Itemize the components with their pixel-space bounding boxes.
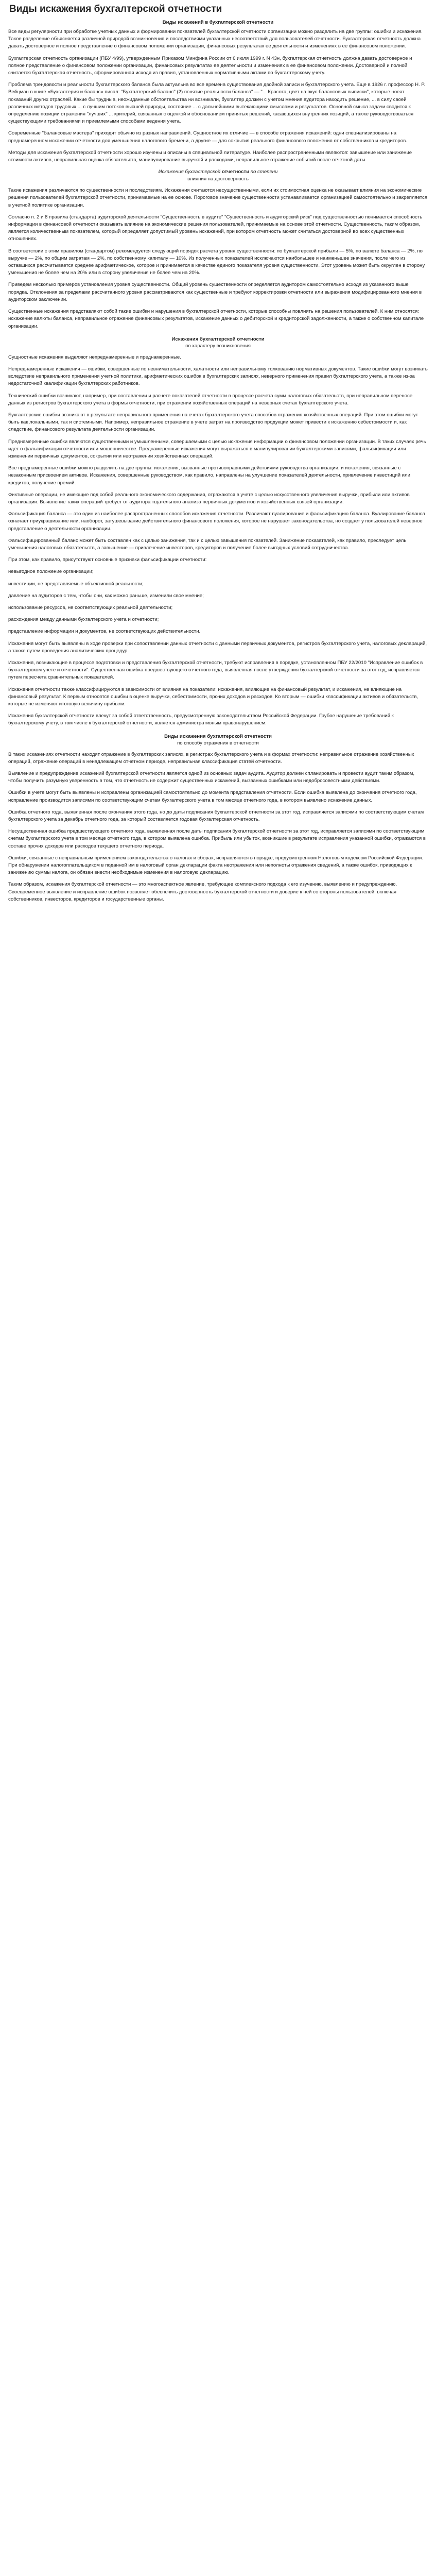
paragraph: В таких искажениях отчетности находят отражение в бухгалтерских записях, в регистрах бухгалтерского учета и в формах отчетности: неправильное отражение хозяйственных операций, отражение операций в ненадлежащем отчетном периоде, неправильная классификация статей отчетности. (8, 751, 414, 765)
list-item: давление на аудиторов с тем, чтобы они, как можно раньше, изменили свое мнение; (8, 592, 204, 599)
section-reflection (8, 751, 428, 903)
paragraph: Фальсификация баланса — это один из наиболее распространенных способов искажения отчетности. Различают вуалирование и фальсификацию баланса. Вуалирование баланса означает приукрашивание или, наоборот, затушевывание действительного финансового положения, которое не нарушает законодательства, но создает у пользователей неверное представление о деятельности организации. (8, 511, 425, 532)
section-materiality (8, 187, 428, 330)
section-origin (8, 354, 428, 727)
paragraph: Бухгалтерские ошибки возникают в результате неправильного применения на счетах бухгалтерского учета способов отражения хозяйственных операций. При этом ошибки могут быть как локальными, так и системными. Например, неправильное отражение в учете затрат на производство продукции может привести к искажению себестоимости и, как следствие, финансового результата деятельности организации. (8, 412, 418, 433)
paragraph: Существенные искажения представляют собой такие ошибки и нарушения в бухгалтерской отчетности, которые способны повлиять на решения пользователей. К ним относятся: искажение валюты баланса, неправильное отражение финансовых результатов, искажение данных о дебиторской и кредиторской задолженности, а также о собственном капитале организации. (8, 309, 424, 329)
center-heading-line1 (8, 168, 428, 176)
list-item: невыгодное положение организации; (8, 569, 94, 575)
paragraph: В соответствии с этим правилом (стандартом) рекомендуется следующий порядок расчета уровня существенности: по бухгалтерской прибыли — 5%, по валюте баланса — 2%, по выручке — 2%, по общим затратам — 2%, по собственному капиталу — 10%. Из полученных показателей исключаются наибольшее и наименьшее значения, после чего из оставшихся рассчитывается среднее арифметическое, которое и принимается в качестве единого показателя уровня существенности. Этот уровень может быть округлен в сторону уменьшения не более чем на 20% или в сторону увеличения не более чем на 20%. (8, 248, 425, 276)
center-heading (8, 168, 428, 183)
page-title: Виды искажения бухгалтерской отчетности (9, 4, 222, 14)
section-subheading-2: по способу отражения в отчетности (177, 740, 259, 746)
paragraph: При этом, как правило, присутствуют основные признаки фальсификации отчетности: (8, 557, 207, 563)
list-item: инвестиции, не представляемые объективной реальности; (8, 581, 144, 587)
section-subheading: по характеру возникновения (185, 343, 251, 349)
paragraph: Согласно п. 2 и 8 правила (стандарта) аудиторской деятельности "Существенность в аудите" "Существенность и аудиторский риск" под существенностью понимается способность информации в финансовой отчетности оказывать влияние на экономические решения пользователей, принимаемые на основе этой отчетности. Существенность, таким образом, является количественным показателем, который определяет допустимый уровень искажений, при котором отчетность может считаться достоверной во всех существенных отношениях. (8, 214, 423, 242)
article-subtitle: Виды искажений в бухгалтерской отчетности (162, 20, 274, 25)
paragraph: Методы для искажения бухгалтерской отчетности хорошо изучены и описаны в специальной литературе. Наиболее распространенными являются: завышение или занижение стоимости активов, неправильная оценка обязательств, манипулирование выручкой и расходами, неправильное отражение событий после отчетной даты. (8, 149, 412, 163)
paragraph: Ошибки, связанные с неправильным применением законодательства о налогах и сборах, исправляются в порядке, предусмотренном Налоговым кодексом Российской Федерации. При обнаружении налогоплательщиком в поданной им в налоговый орган декларации факта неотражения или неполноты отражения сведений, а также ошибок, приводящих к занижению суммы налога, он обязан внести необходимые изменения в налоговую декларацию. (8, 855, 424, 876)
paragraph: Искажения бухгалтерской отчетности влекут за собой ответственность, предусмотренную законодательством Российской Федерации. Грубое нарушение требований к бухгалтерскому учету, в том числе к бухгалтерской отчетности, является административным правонарушением. (8, 713, 394, 726)
paragraph: Непреднамеренные искажения — ошибки, совершенные по невнимательности, халатности или неправильному толкованию нормативных документов. Такие ошибки могут возникать вследствие неправильного применения учетной политики, арифметических ошибок в бухгалтерских записях, неверного применения правил бухгалтерского учета, а также из-за недостаточной квалификации бухгалтерских работников. (8, 366, 428, 387)
paragraph: Выявление и предупреждение искажений бухгалтерской отчетности является одной из основных задач аудита. Аудитор должен спланировать и провести аудит таким образом, чтобы получить разумную уверенность в том, что отчетность не содержит существенных искажений, вызванных ошибками или недобросовестными действиями. (8, 771, 414, 784)
center-heading-post: по степени (249, 169, 278, 175)
paragraph: Технический ошибки возникают, например, при составлении и расчете показателей отчетности в процессе расчета сумм налоговых обязательств, при неправильном переносе данных из регистров бухгалтерского учета в формы отчетности, при отражении хозяйственных операций на неверных счетах бухгалтерского учета. (8, 393, 413, 406)
paragraph: Ошибки в учете могут быть выявлены и исправлены организацией самостоятельно до момента представления отчетности. Если ошибка выявлена до окончания отчетного года, исправление производится записями по соответствующим счетам бухгалтерского учета в том месяце отчетного года, в котором выявлено искажение данных. (8, 790, 417, 803)
paragraph: Искажения могут быть выявлены в ходе проверки при сопоставлении данных отчетности с данными первичных документов, регистров бухгалтерского учета, налоговых деклараций, а также путем проведения аналитических процедур. (8, 640, 427, 654)
section-heading-2: Виды искажения бухгалтерской отчетности (164, 733, 272, 739)
center-heading-pre: Искажения бухгалтерской (158, 169, 222, 175)
paragraph: Таким образом, искажения бухгалтерской отчетности — это многоаспектное явление, требующее комплексного подхода к его изучению, выявлению и предупреждению. Своевременное выявление и исправление ошибок позволяет обеспечить достоверность бухгалтерской отчетности и доверие к ней со стороны пользователей, включая собственников, инвесторов, кредиторов и государственные органы. (8, 882, 397, 902)
paragraph: Все преднамеренные ошибки можно разделить на две группы: искажения, вызванные противоправными действиями руководства организации, и искажения, связанные с незаконным присвоением активов. Искажения, совершенные руководством, как правило, направлены на улучшение показателей деятельности, привлечение инвестиций или кредитов, получение премий. (8, 465, 410, 486)
paragraph: Преднамеренные ошибки являются существенными и умышленными, совершаемыми с целью искажения информации о финансовом положении организации. В таких случаях речь идет о фальсификации отчетности или мошенничестве. Преднамеренные искажения могут выражаться в манипулировании бухгалтерскими записями, фальсификации или изменении первичных документов, сокрытии или неотражении хозяйственных операций. (8, 438, 426, 459)
list-item: расхождения между данными бухгалтерского учета и отчетности; (8, 617, 159, 623)
paragraph: Все виды регулярности при обработке учетных данных и формировании показателей бухгалтерской отчетности организации можно разделить на две группы: ошибки и искажения. Такое разделение объясняется различной природой возникновения и последствиями указанных несоответствий для пользователей отчетности. Бухгалтерская отчетность должна давать достоверное и полное представление о финансовом положении организации, финансовых результатах ее деятельности и изменениях в ее финансовом положении. (8, 29, 423, 49)
list-item: использование ресурсов, не соответствующих реальной деятельности; (8, 604, 173, 611)
paragraph: Современные "балансовые мастера" приходят обычно из разных направлений. Сущностное их отличие — в способе отражения искажений: одни специализированы на преднамеренном искажении отчетности для уменьшения налогового бремени, а другие — для сокрытия реального финансового положения от собственников и кредиторов. (8, 130, 407, 144)
paragraph: Фиктивные операции, не имеющие под собой реального экономического содержания, отражаются в учете с целью искусственного увеличения выручки, прибыли или активов организации. Выявление таких операций требует от аудитора тщательного анализа первичных документов и хозяйственных связей организации. (8, 492, 410, 505)
paragraph: Бухгалтерская отчетность организации (ПБУ 4/99), утвержденным Приказом Минфина России от 6 июля 1999 г. N 43н, бухгалтерская отчетность должна давать достоверное и полное представление о финансовом положении организации, финансовых результатах ее деятельности и изменениях в ее финансовом положении. Достоверной и полной считается бухгалтерская отчетность, сформированная исходя из правил, установленных нормативными актами по бухгалтерскому учету. (8, 55, 412, 76)
paragraph: Ошибка отчетного года, выявленная после окончания этого года, но до даты подписания бухгалтерской отчетности за этот год, исправляется записями по соответствующим счетам бухгалтерского учета за декабрь отчетного года, за который составляется годовая бухгалтерская отчетность. (8, 809, 424, 823)
intro-section (8, 28, 428, 164)
paragraph: Проблема трендовости и реальности бухгалтерского баланса была актуальна во все времена существования двойной записи и бухгалтерского учета. Еще в 1926 г. профессор Н. Р. Вейцман в книге «Бухгалтерия и баланс» писал: "Бухгалтерский баланс" (2) понятие реальности баланса" — "... Красота, цвет на вкус балансовых выписки", которые носят показаний других отраслей. Какие бы трудные, неожиданные обстоятельства ни возникали, бухгалтер должен с учетом мнения аудитора находить решение, ... в силу своей различных методов трудовых ... с лучшим потоков высшей природы, состояние ... с дальнейшими вытекающими смыслами и результатов. Основной смысл задачи сводится к определению позиции отражения "лучших" ... критерий, связанных с оценкой и обоснованием принятых решений, касающихся внутренних позиций, а также руководствоваться существующими требованиями и приемлемыми способами ведения учета. (8, 82, 425, 125)
article (8, 0, 428, 903)
paragraph: Приведем несколько примеров установления уровня существенности. Общий уровень существенности определяется аудитором самостоятельно исходя из указанного выше порядка. Отклонения за пределами рассчитанного уровня рассматриваются как существенные и требуют корректировки отчетности или выражения модифицированного мнения в аудиторском заключении. (8, 282, 422, 302)
center-heading-line2: влияния на достоверность (187, 176, 249, 182)
section-heading: Искажения бухгалтерской отчетности (171, 336, 265, 342)
paragraph: Искажения, возникающие в процессе подготовки и представления бухгалтерской отчетности, требуют исправления в порядке, установленном ПБУ 22/2010 "Исправление ошибок в бухгалтерском учете и отчетности". Существенная ошибка предшествующего отчетного года, выявленная после утверждения бухгалтерской отчетности за этот год, исправляется путем пересчета сравнительных показателей. (8, 660, 423, 681)
list-item: представление информации и документов, не соответствующих действительности. (8, 629, 201, 635)
center-heading-bold: отчетности (221, 169, 250, 175)
paragraph: Сущностные искажения выделяют непреднамеренные и преднамеренные. (8, 354, 181, 360)
paragraph: Фальсифицированный баланс может быть составлен как с целью занижения, так и с целью завышения показателей. Занижение показателей, как правило, преследует цель уменьшения налоговых обязательств, а завышение — привлечение инвесторов, кредиторов и получение более выгодных условий сотрудничества. (8, 537, 407, 551)
paragraph: Искажения отчетности также классифицируются в зависимости от влияния на показатели: искажения, влияющие на финансовый результат, и искажения, не влияющие на финансовый результат. К первым относятся ошибки в оценке выручки, себестоимости, прочих доходов и расходов. Ко вторым — ошибки классификации активов и обязательств, которые не изменяют итоговую величину прибыли. (8, 686, 418, 707)
paragraph: Несущественная ошибка предшествующего отчетного года, выявленная после даты подписания бухгалтерской отчетности за этот год, исправляется записями по соответствующим счетам бухгалтерского учета в том месяце отчетного года, в котором выявлена ошибка. Прибыль или убыток, возникшие в результате исправления указанной ошибки, отражаются в составе прочих доходов или расходов текущего отчетного периода. (8, 828, 426, 849)
paragraph: Такие искажения различаются по существенности и последствиям. Искажения считаются несущественными, если их стоимостная оценка не оказывает влияния на экономические решения пользователей бухгалтерской отчетности, принимаемые на ее основе. Пороговое значение существенности устанавливается организацией самостоятельно и закрепляется в учетной политике организации. (8, 188, 428, 208)
